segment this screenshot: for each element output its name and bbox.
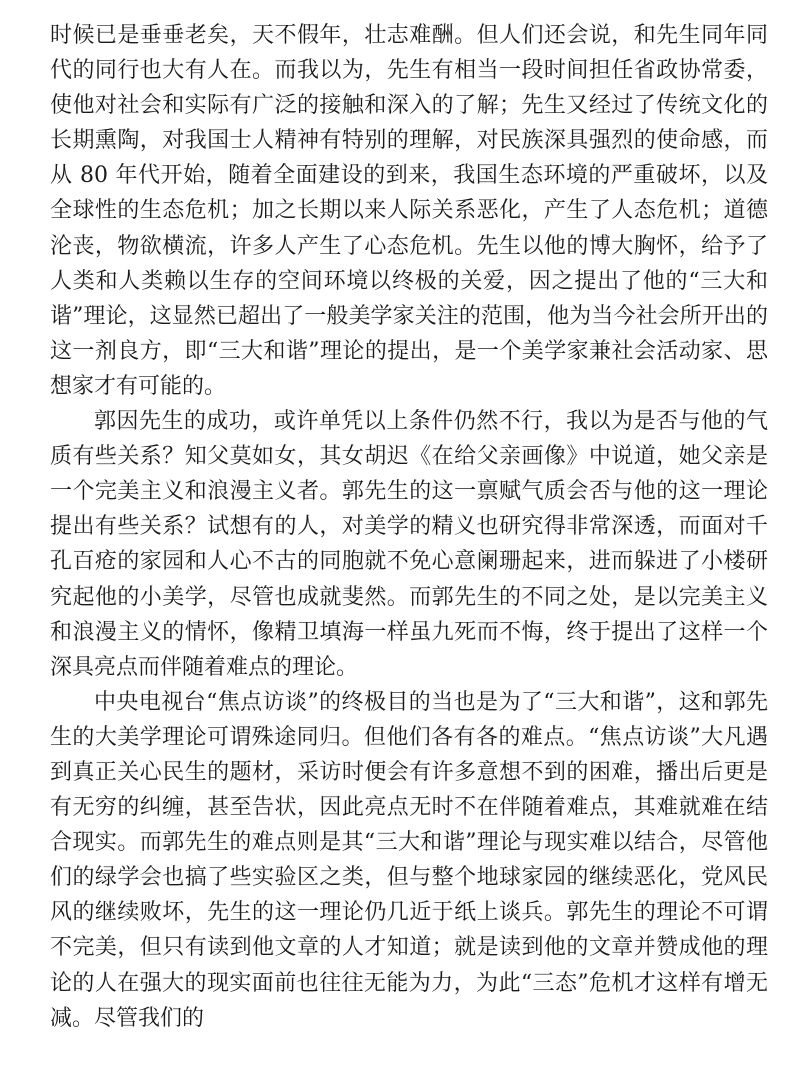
paragraph-3: 中央电视台“焦点访谈”的终极目的当也是为了“三大和谐”，这和郭先生的大美学理论可谓殊途同归。但他们各有各的难点。“焦点访谈”大凡遇到真正关心民生的题材，采访时便会有许多意想不到的困难，播出后更是有无穷的纠缠，甚至告状，因此亮点无时不在伴随着难点，其难就难在结合现实。而郭先生的难点则是其“三大和谐”理论与现实难以结合，尽管他们的绿学会也搞了些实验区之类，但与整个地球家园的继续恶化，党风民风的继续败坏，先生的这一理论仍几近于纸上谈兵。郭先生的理论不可谓不完美，但只有读到他文章的人才知道；就是读到他的文章并赞成他的理论的人在强大的现实面前也往往无能为力，为此“三态”危机才这样有增无减。尽管我们的 (50, 689, 768, 1031)
paragraph-2: 郭因先生的成功，或许单凭以上条件仍然不行，我以为是否与他的气质有些关系？知父莫如女，其女胡迟《在给父亲画像》中说道，她父亲是一个完美主义和浪漫主义者。郭先生的这一禀赋气质会否与他的这一理论提出有些关系？试想有的人，对美学的精义也研究得非常深透，而面对千孔百疮的家园和人心不古的同胞就不免心意阑珊起来，进而躲进了小楼研究起他的小美学，尽管也成就斐然。而郭先生的不同之处，是以完美主义和浪漫主义的情怀，像精卫填海一样虽九死而不悔，终于提出了这样一个深具亮点而伴随着难点的理论。 (50, 409, 768, 680)
paragraph-1: 时候已是垂垂老矣，天不假年，壮志难酬。但人们还会说，和先生同年同代的同行也大有人在。而我以为，先生有相当一段时间担任省政协常委，使他对社会和实际有广泛的接触和深入的了解；先生又经过了传统文化的长期熏陶，对我国士人精神有特别的理解，对民族深具强烈的使命感，而从 80 年代开始，随着全面建设的到来，我国生态环境的严重破坏，以及全球性的生态危机；加之长期以来人际关系恶化，产生了人态危机；道德沦丧，物欲横流，许多人产生了心态危机。先生以他的博大胸怀，给予了人类和人类赖以生存的空间环境以终极的关爱，因之提出了他的“三大和谐”理论，这显然已超出了一般美学家关注的范围，他为当今社会所开出的这一剂良方，即“三大和谐”理论的提出，是一个美学家兼社会活动家、思想家才有可能的。 (50, 23, 768, 399)
document-page (50, 18, 768, 1036)
